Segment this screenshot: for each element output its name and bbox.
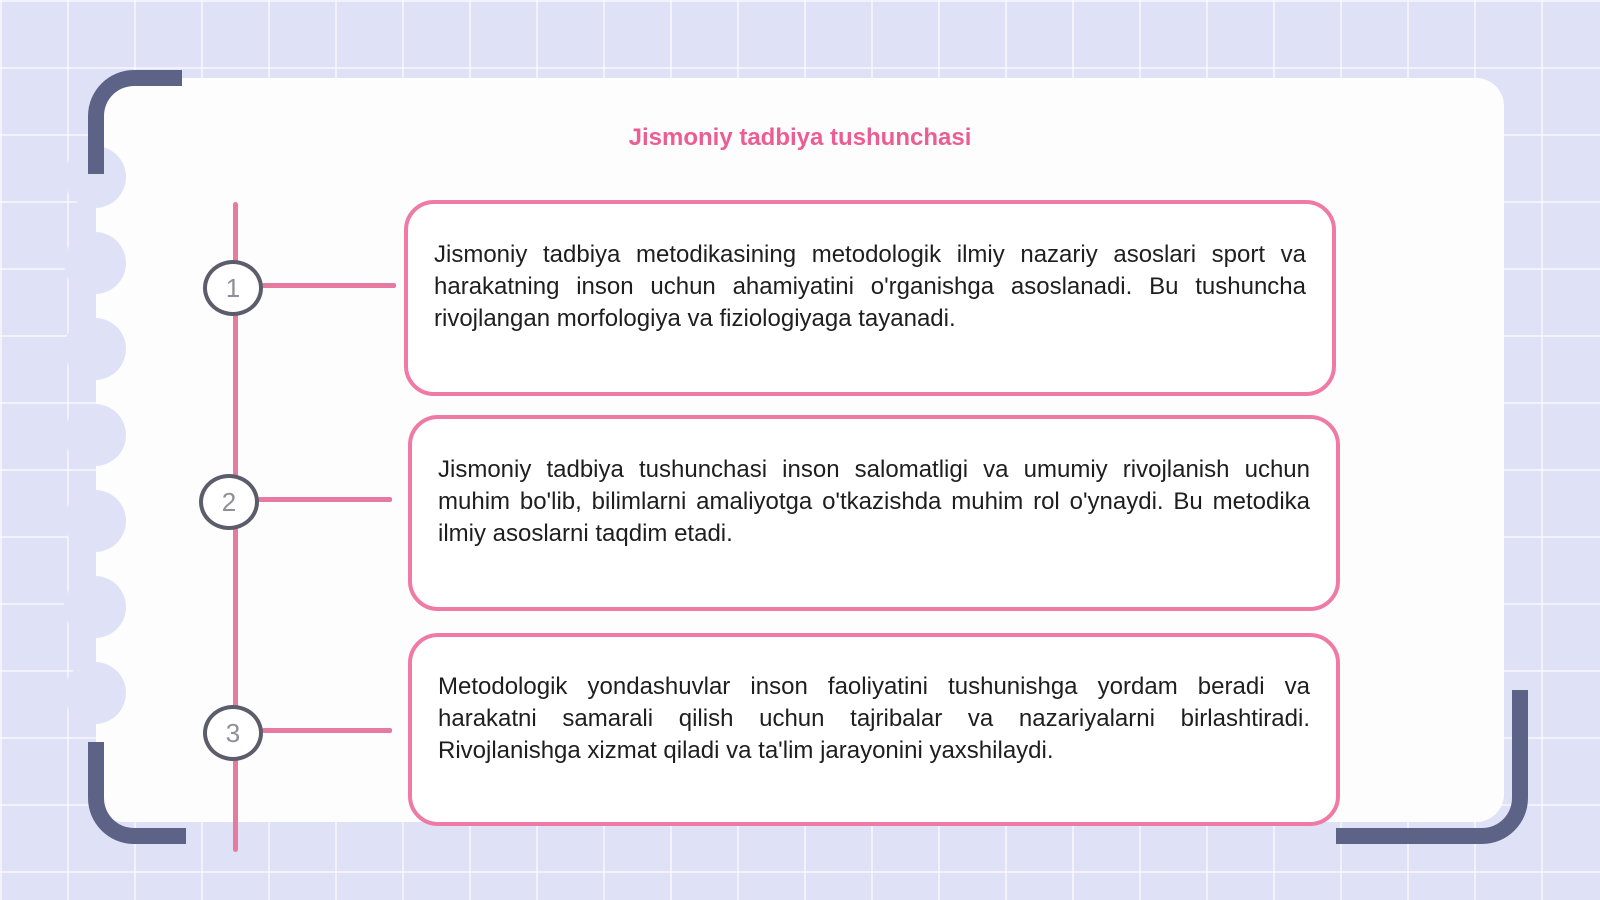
paper-notch	[64, 318, 126, 380]
paper-notch	[64, 662, 126, 724]
timeline-card-3	[408, 633, 1340, 826]
corner-bracket-bottom-right	[1336, 690, 1528, 844]
paper-notch	[64, 490, 126, 552]
timeline-card-1	[404, 200, 1336, 396]
slide-title: Jismoniy tadbiya tushunchasi	[628, 124, 972, 151]
timeline-connector	[258, 497, 392, 502]
timeline-card-text: Jismoniy tadbiya metodikasining metodologik ilmiy nazariy asoslari sport va harakatning inson uchun ahamiyatini o'rganishga asoslanadi. Bu tushuncha rivojlangan morfologiya va fiziologiyaga tayanadi.	[434, 241, 1306, 332]
corner-bracket-bottom-left	[88, 742, 186, 844]
paper-notch	[64, 404, 126, 466]
timeline-card-2	[408, 415, 1340, 611]
timeline-marker-2: 2	[199, 474, 259, 530]
corner-bracket-top-left	[88, 70, 182, 174]
timeline-connector	[262, 283, 396, 288]
timeline-marker-1: 1	[203, 260, 263, 316]
paper-notch	[64, 232, 126, 294]
timeline-connector	[262, 728, 392, 733]
timeline-marker-3: 3	[203, 705, 263, 761]
paper-notch	[64, 576, 126, 638]
timeline-card-text: Jismoniy tadbiya tushunchasi inson salomatligi va umumiy rivojlanish uchun muhim bo'lib, bilimlarni amaliyotga o'tkazishda muhim rol o'ynaydi. Bu metodika ilmiy asoslarni taqdim etadi.	[438, 456, 1310, 547]
timeline-card-text: Metodologik yondashuvlar inson faoliyatini tushunishga yordam beradi va harakatni samarali qilish uchun tajribalar va nazariyalarni birlashtiradi. Rivojlanishga xizmat qiladi va ta'lim jarayonini yaxshilaydi.	[438, 672, 1310, 764]
